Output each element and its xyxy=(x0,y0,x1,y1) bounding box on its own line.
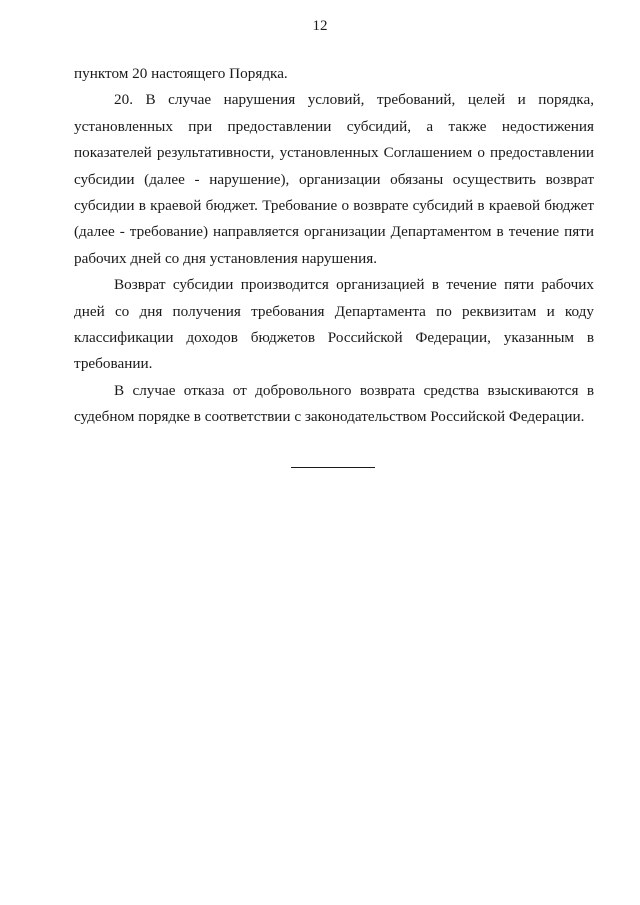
end-separator-line xyxy=(291,467,375,468)
paragraph-item-20: 20. В случае нарушения условий, требований, целей и порядка, установленных при предоставлении субсидий, а также недостижения показателей результативности, установленных Соглашением о предоставлении субсидии (далее - нарушение), организации обязаны осуществить возврат субсидии в краевой бюджет. Требование о возврате субсидий в краевой бюджет (далее - требование) направляется организации Департаментом в течение пяти рабочих дней со дня установления нарушения. xyxy=(74,91,594,267)
page-number: 12 xyxy=(312,18,328,34)
paragraph-judicial-recovery: В случае отказа от добровольного возврата средства взыскиваются в судебном порядке в соответствии с законодательством Российской Федерации. xyxy=(74,381,594,426)
paragraph-continuation: пунктом 20 настоящего Порядка. xyxy=(74,65,288,82)
document-body xyxy=(74,61,594,431)
paragraph-subsidy-return: Возврат субсидии производится организацией в течение пяти рабочих дней со дня получения требования Департамента по реквизитам и коду классификации доходов бюджетов Российской Федерации, указанным в требовании. xyxy=(74,276,594,373)
